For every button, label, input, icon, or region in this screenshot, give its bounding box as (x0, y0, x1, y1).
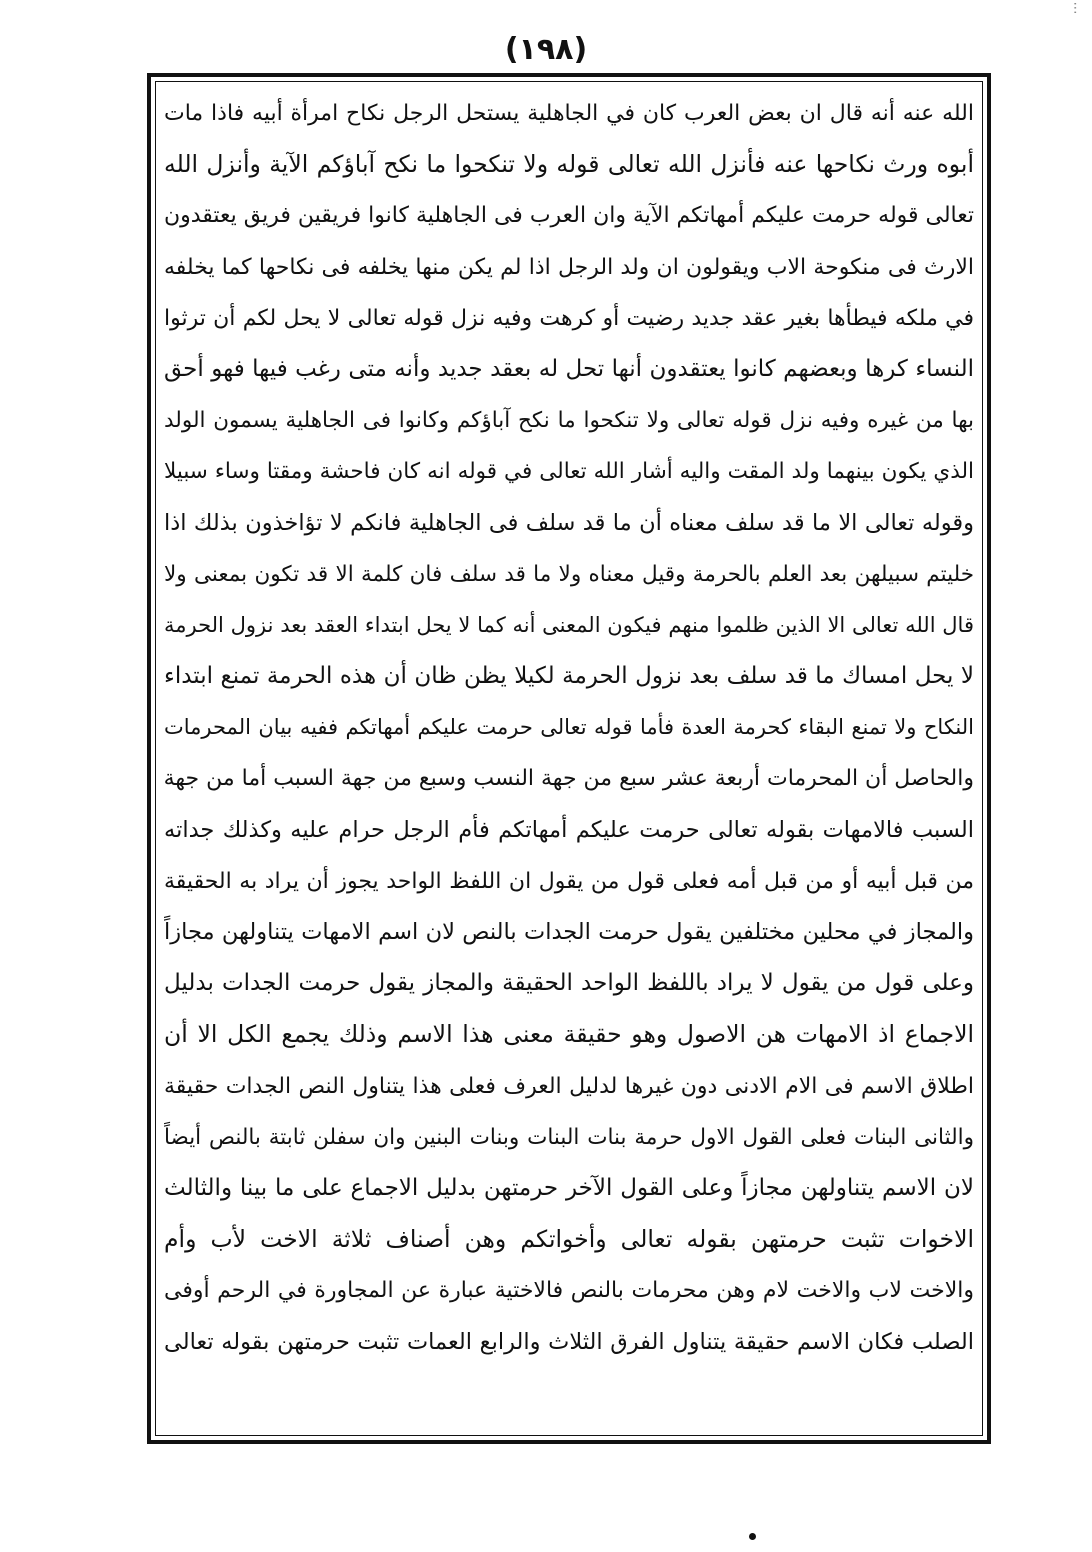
text-line-7: بها من غيره وفيه نزل قوله تعالى ولا تنكحوا ما نكح آباؤكم وكانوا فى الجاهلية يسمون الولد (164, 408, 974, 434)
text-line-21: والثانى البنات فعلى القول الاول حرمة بنات البنات وبنات البنين وان سفلن ثابتة بالنص أيضاً (164, 1124, 974, 1150)
text-line-2: أبوه ورث نكاحها عنه فأنزل الله تعالى قوله ولا تنكحوا ما نكح آباؤكم الآية وأنزل الله (164, 150, 974, 179)
text-line-18: وعلى قول من يقول لا يراد باللفظ الواحد الحقيقة والمجاز يقول حرمت الجدات بدليل (164, 970, 974, 997)
text-body (164, 88, 974, 1428)
text-line-24: والاخت لاب والاخت لام وهن محرمات بالنص فالاختية عبارة عن المجاورة في الرحم أوفى (164, 1278, 974, 1304)
text-line-3: تعالى قوله حرمت عليكم أمهاتكم الآية وان العرب فى الجاهلية كانوا فريقين فريق يعتقدون (164, 203, 974, 229)
page-number: (١٩٨) (504, 32, 588, 67)
text-line-17: والمجاز في محلين مختلفين يقول حرمت الجدات بالنص لان اسم الامهات يتناولهن مجازاً (164, 919, 974, 945)
text-line-1: الله عنه أنه قال ان بعض العرب كان في الجاهلية يستحل الرجل نكاح امرأة أبيه فاذا مات (164, 101, 974, 126)
text-line-11: قال الله تعالى الا الذين ظلموا منهم فيكون المعنى أنه كما لا يحل ابتداء العقد بعد نزول الحرمة (164, 612, 974, 637)
margin-mark: ⵗ (1073, 1, 1078, 17)
text-line-8: الذي يكون بينهما ولد المقت واليه أشار الله تعالى في قوله انه كان فاحشة ومقتا وساء سبيلا (164, 459, 974, 485)
text-line-5: في ملكه فيطأها بغير عقد جديد رضيت أو كرهت وفيه نزل قوله تعالى لا يحل لكم أن ترثوا (164, 305, 974, 331)
bottom-dot-mark (749, 1533, 756, 1540)
text-line-15: السبب فالامهات بقوله تعالى حرمت عليكم أمهاتكم فأم الرجل حرام عليه وكذلك جداته (164, 816, 974, 843)
text-line-16: من قبل أبيه أو من قبل أمه فعلى قول من يقول ان اللفظ الواحد يجوز أن يراد به الحقيقة (164, 868, 974, 894)
text-line-4: الارث فى منكوحة الاب ويقولون ان ولد الرجل اذا لم يكن منها يخلفه فى نكاحها كما يخلفه (164, 254, 974, 280)
text-line-23: الاخوات تثبت حرمتهن بقوله تعالى وأخواتكم وهن أصناف ثلاثة الاخت لأب وأم (164, 1225, 974, 1254)
text-line-20: اطلاق الاسم فى الام الادنى دون غيرها لدليل العرف فعلى هذا يتناول النص الجدات حقيقة (164, 1073, 974, 1099)
text-line-10: خليتم سبيلهن بعد العلم بالحرمة وقيل معناه ولا ما قد سلف فان كلمة الا قد تكون بمعنى ولا (164, 561, 974, 587)
text-line-13: النكاح ولا تمنع البقاء كحرمة العدة فأما قوله تعالى حرمت عليكم أمهاتكم ففيه بيان المحرمات (164, 715, 974, 740)
text-line-19: الاجماع اذ الامهات هن الاصول وهو حقيقة معنى هذا الاسم وذلك يجمع الكل الا أن (164, 1020, 974, 1049)
text-line-6: النساء كرها وبعضهم كانوا يعتقدون أنها تحل له بعقد جديد وأنه متى رغب فيها فهو أحق (164, 355, 974, 382)
text-line-22: لان الاسم يتناولهن مجازاً وعلى القول الآخر حرمتهن بدليل الاجماع على ما بينا والثالث (164, 1174, 974, 1201)
text-line-25: الصلب فكان الاسم حقيقة يتناول الفرق الثلاث والرابع العمات تثبت حرمتهن بقوله تعالى (164, 1328, 974, 1355)
text-line-14: والحاصل أن المحرمات أربعة عشر سبع من جهة النسب وسبع من جهة السبب أما من جهة (164, 766, 974, 792)
text-line-12: لا يحل امساك ما قد سلف بعد نزول الحرمة لكيلا يظن ظان أن هذه الحرمة تمنع ابتداء (164, 663, 974, 690)
text-line-9: وقوله تعالى الا ما قد سلف معناه أن ما قد سلف فى الجاهلية فانكم لا تؤاخذون بذلك اذا (164, 509, 974, 536)
